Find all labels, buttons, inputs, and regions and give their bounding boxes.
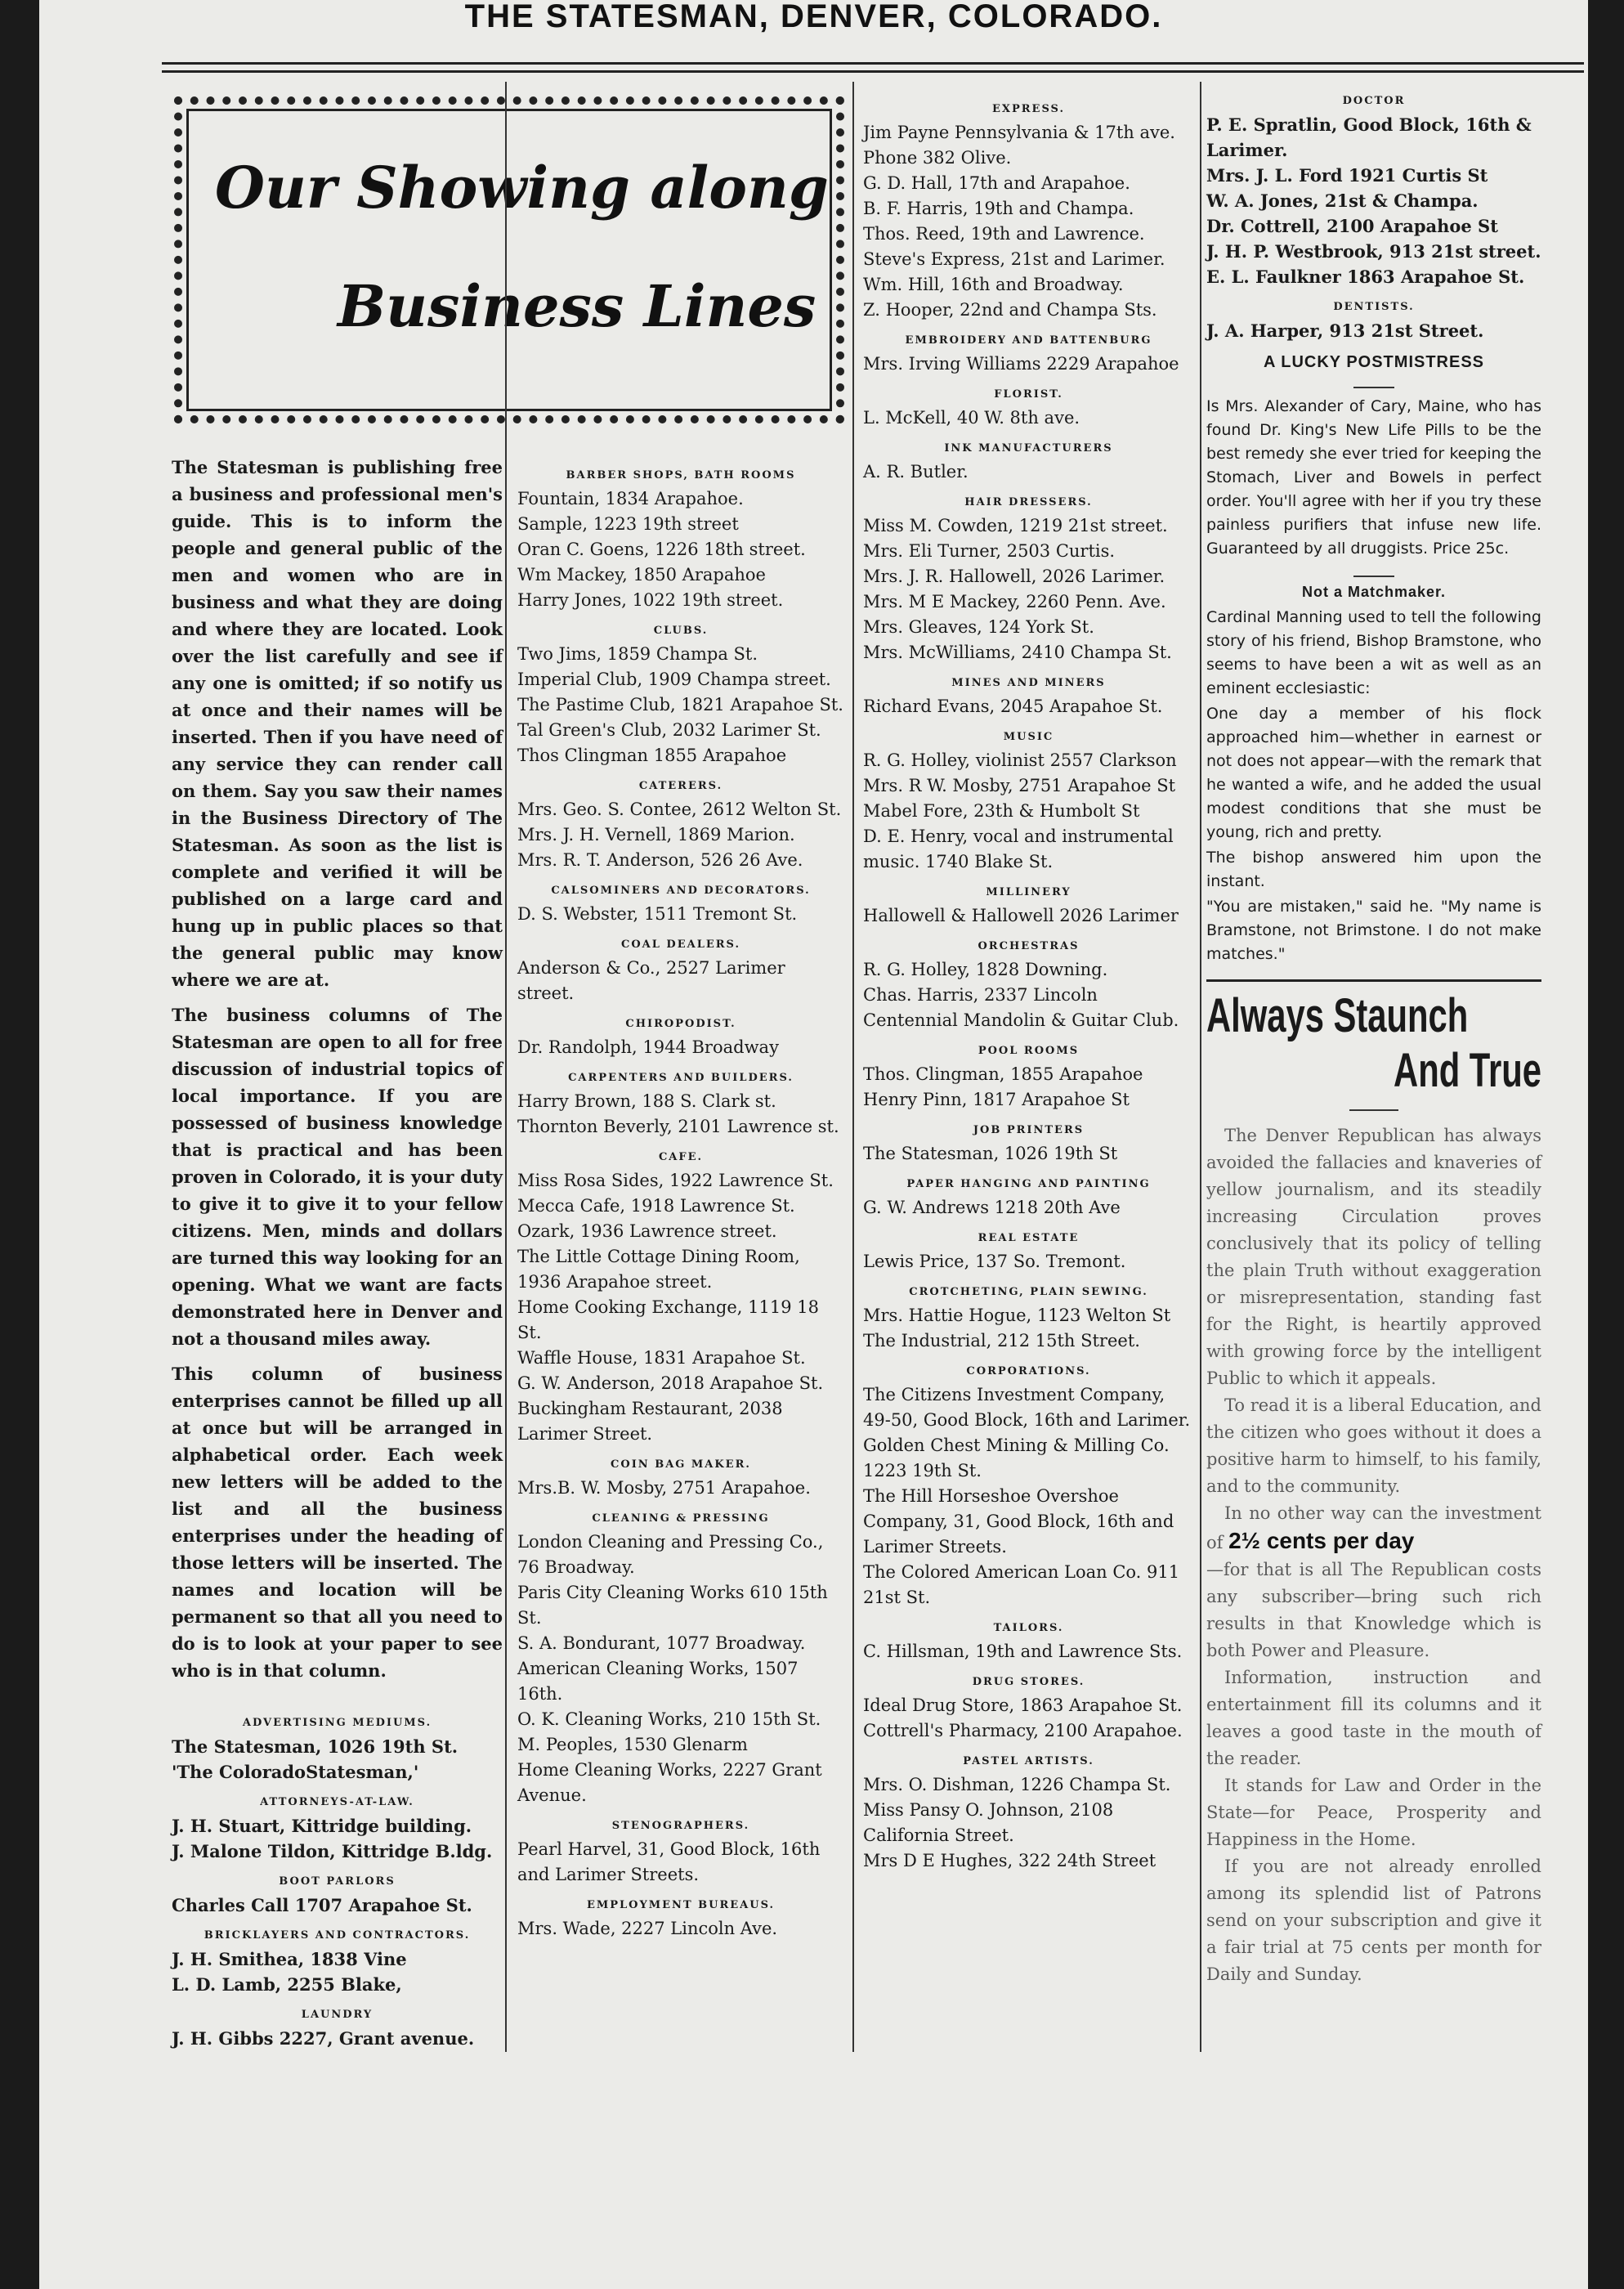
section-heading: CORPORATIONS.: [966, 1365, 1091, 1377]
match-paragraph: Cardinal Manning used to tell the following story of his friend, Bishop Bramstone, who seems to have been a wit as well as an eminent ecclesiastic:: [1206, 608, 1541, 697]
listing-entry: Thos. Clingman, 1855 Arapahoe: [863, 1064, 1143, 1084]
staunch-paragraph: It stands for Law and Order in the State—for Peace, Prosperity and Happiness in the Home.: [1206, 1776, 1541, 1849]
listing-entry: Z. Hooper, 22nd and Champa Sts.: [863, 300, 1157, 320]
listing-entry: J. H. Stuart, Kittridge building.: [172, 1816, 472, 1836]
listing-entry: Fountain, 1834 Arapahoe.: [517, 489, 744, 508]
listing-entry: S. A. Bondurant, 1077 Broadway.: [517, 1633, 806, 1653]
section-heading: BOOT PARLORS: [279, 1875, 396, 1888]
listing-entry: Dr. Cottrell, 2100 Arapahoe St: [1206, 216, 1498, 236]
listing-entry: Miss Pansy O. Johnson, 2108 California Street.: [863, 1800, 1114, 1845]
listing-entry: G. W. Andrews 1218 20th Ave: [863, 1198, 1121, 1217]
section-heading: STENOGRAPHERS.: [611, 1820, 750, 1832]
listing-entry: Mrs. R W. Mosby, 2751 Arapahoe St: [863, 776, 1176, 795]
listing-entry: Home Cleaning Works, 2227 Grant Avenue.: [517, 1760, 822, 1805]
staunch-title-1: Always Staunch: [1206, 989, 1469, 1042]
listing-entry: The Pastime Club, 1821 Arapahoe St.: [517, 695, 843, 714]
section-heading: REAL ESTATE: [978, 1232, 1080, 1244]
dentist-list: [1206, 318, 1541, 343]
listing-entry: Two Jims, 1859 Champa St.: [517, 644, 758, 664]
section-heading: FLORIST.: [994, 388, 1063, 401]
listing-entry: Oran C. Goens, 1226 18th street.: [517, 540, 806, 559]
section-heading: CLUBS.: [653, 625, 709, 637]
section-heading: CROTCHETING, PLAIN SEWING.: [909, 1286, 1148, 1298]
listing-entry: L. McKell, 40 W. 8th ave.: [863, 408, 1080, 428]
listing-entry: The Colored American Loan Co. 911 21st St.: [863, 1562, 1180, 1607]
section-heading: COAL DEALERS.: [621, 938, 740, 951]
listing-entry: Paris City Cleaning Works 610 15th St.: [517, 1583, 828, 1628]
intro-paragraph: The business columns of The Statesman are open to all for free discussion of industrial topics of local importance. If you are possessed of business knowledge that is practical and has been proven in Colorado, it is your duty to give it to give it to your fellow citizens. Men, minds and dollars are turned this way looking for an opening. What we want are facts demonstrated here in Denver and not a thousand miles away.: [172, 1005, 503, 1349]
listing-entry: Home Cooking Exchange, 1119 18 St.: [517, 1297, 819, 1342]
listing-entry: Miss M. Cowden, 1219 21st street.: [863, 516, 1168, 535]
listing-entry: A. R. Butler.: [863, 462, 969, 482]
section-heading: COIN BAG MAKER.: [611, 1458, 751, 1471]
staunch-paragraph: The Denver Republican has always avoided the fallacies and knaveries of yellow journalism, and its steadily increasing Circulation proves conclusively that its policy of telling the plain Truth without exaggeration or misrepresentation, standing fast for the Right, is heartily approved with growing force by the intelligent Public to which it appeals.: [1206, 1126, 1541, 1388]
listing-entry: Mrs. McWilliams, 2410 Champa St.: [863, 643, 1172, 662]
section-heading: MINES AND MINERS: [951, 677, 1106, 689]
listing-entry: Thornton Beverly, 2101 Lawrence st.: [517, 1117, 839, 1136]
directory-column-2: [517, 458, 844, 1942]
listing-entry: Mabel Fore, 23th & Humbolt St: [863, 801, 1140, 821]
listing-entry: Tal Green's Club, 2032 Larimer St.: [517, 720, 821, 740]
listing-entry: J. H. P. Westbrook, 913 21st street.: [1206, 241, 1541, 262]
column-divider: [852, 82, 854, 2052]
intro-paragraph: This column of business enterprises cannot be filled up all at once but will be arranged in alphabetical order. Each week new letters will be added to the list and all the business enterprises under the heading of those letters will be inserted. The names and location will be permanent so that all you need to do is to look at your paper to see who is in that column.: [172, 1364, 503, 1681]
listing-entry: J. H. Smithea, 1838 Vine: [172, 1949, 407, 1969]
listing-entry: Wm Mackey, 1850 Arapahoe: [517, 565, 766, 585]
masthead: THE STATESMAN, DENVER, COLORADO.: [464, 0, 1163, 34]
listing-entry: Wm. Hill, 16th and Broadway.: [863, 275, 1124, 294]
section-heading: JOB PRINTERS: [973, 1124, 1085, 1136]
listing-entry: Thos Clingman 1855 Arapahoe: [517, 746, 787, 765]
section-heading: MUSIC: [1003, 731, 1054, 743]
divider: [1206, 979, 1541, 982]
listing-entry: D. S. Webster, 1511 Tremont St.: [517, 904, 798, 924]
column-4: [1206, 92, 1541, 1988]
listing-entry: Mrs. J. H. Vernell, 1869 Marion.: [517, 825, 795, 844]
staunch-text: [1206, 1122, 1541, 1988]
listing-entry: M. Peoples, 1530 Glenarm: [517, 1735, 748, 1754]
listing-entry: Mrs. Irving Williams 2229 Arapahoe: [863, 354, 1179, 374]
divider: [1353, 387, 1394, 388]
listing-entry: Mrs. Hattie Hogue, 1123 Welton St: [863, 1306, 1171, 1325]
listing-entry: J. Malone Tildon, Kittridge B.ldg.: [172, 1841, 493, 1861]
listing-entry: Centennial Mandolin & Guitar Club.: [863, 1010, 1179, 1030]
listing-entry: Mrs. J. L. Ford 1921 Curtis St: [1206, 165, 1488, 186]
listing-entry: The Citizens Investment Company, 49-50, Good Block, 16th and Larimer.: [863, 1385, 1191, 1430]
section-heading: POOL ROOMS: [978, 1045, 1080, 1057]
listing-entry: Chas. Harris, 2337 Lincoln: [863, 985, 1098, 1005]
column-divider: [505, 82, 507, 2052]
section-heading: ORCHESTRAS: [978, 940, 1080, 952]
section-heading: TAILORS.: [993, 1622, 1064, 1634]
listing-entry: C. Hillsman, 19th and Lawrence Sts.: [863, 1642, 1183, 1661]
top-rule: [162, 62, 1584, 65]
listing-entry: L. D. Lamb, 2255 Blake,: [172, 1974, 402, 1995]
section-heading: EMPLOYMENT BUREAUS.: [586, 1899, 776, 1911]
listing-entry: London Cleaning and Pressing Co., 76 Broadway.: [517, 1532, 824, 1577]
listing-entry: Ideal Drug Store, 1863 Arapahoe St.: [863, 1695, 1183, 1715]
intro-paragraph: The Statesman is publishing free a business and professional men's guide. This is to inform the people and general public of the men and women who are in business and what they are doing and where they are located. Look over the list carefully and see if any one is omitted; if so notify us at once and their names will be inserted. Then if you have need of any service they can render call on them. Say you saw their names in the Business Directory of The Statesman. As soon as the list is complete and verified it will be published on a large card and hung up in public places so that the general public may know where we are at.: [172, 457, 503, 990]
listing-entry: G. D. Hall, 17th and Arapahoe.: [863, 173, 1130, 193]
section-heading: HAIR DRESSERS.: [964, 496, 1093, 508]
listing-entry: Mrs. R. T. Anderson, 526 26 Ave.: [517, 850, 803, 870]
listing-entry: Mrs. M E Mackey, 2260 Penn. Ave.: [863, 592, 1166, 611]
newspaper-page: [39, 0, 1588, 2289]
intro-column: [172, 454, 503, 2051]
listing-entry: The Statesman, 1026 19th St: [863, 1144, 1118, 1163]
listing-entry: D. E. Henry, vocal and instrumental music. 1740 Blake St.: [863, 826, 1174, 871]
listing-entry: Steve's Express, 21st and Larimer.: [863, 249, 1165, 269]
section-heading: BARBER SHOPS, BATH ROOMS: [566, 469, 796, 482]
match-story: [1206, 606, 1541, 966]
listing-entry: Ozark, 1936 Lawrence street.: [517, 1221, 777, 1241]
staunch-paragraph: Information, instruction and entertainment fill its columns and it leaves a good taste in the mouth of the reader.: [1206, 1668, 1541, 1768]
section-heading: MILLINERY: [986, 886, 1071, 898]
divider: [1349, 1109, 1398, 1111]
listing-entry: American Cleaning Works, 1507 16th.: [517, 1659, 799, 1704]
listing-entry: 'The ColoradoStatesman,': [172, 1762, 419, 1782]
banner-line2: Business Lines: [338, 272, 816, 340]
listing-entry: The Hill Horseshoe Overshoe Company, 31, Good Block, 16th and Larimer Streets.: [863, 1486, 1174, 1557]
match-paragraph: "You are mistaken," said he. "My name is Bramstone, not Brimstone. I do not make matches.": [1206, 898, 1541, 963]
directory-column-1: [172, 1717, 503, 2051]
listing-entry: O. K. Cleaning Works, 210 15th St.: [517, 1709, 821, 1729]
listing-entry: J. A. Harper, 913 21st Street.: [1206, 320, 1484, 341]
column-divider: [1200, 82, 1201, 2052]
match-paragraph: The bishop answered him upon the instant.: [1206, 849, 1541, 890]
listing-entry: Henry Pinn, 1817 Arapahoe St: [863, 1090, 1130, 1109]
section-heading: CARPENTERS AND BUILDERS.: [568, 1072, 794, 1084]
section-heading: CHIROPODIST.: [625, 1018, 736, 1030]
section-heading: CLEANING & PRESSING: [592, 1512, 770, 1525]
section-heading: ADVERTISING MEDIUMS.: [242, 1717, 432, 1729]
listing-entry: Mrs D E Hughes, 322 24th Street: [863, 1851, 1156, 1870]
listing-entry: Richard Evans, 2045 Arapahoe St.: [863, 697, 1163, 716]
listing-entry: Golden Chest Mining & Milling Co. 1223 19th St.: [863, 1436, 1170, 1480]
listing-entry: Imperial Club, 1909 Champa street.: [517, 670, 831, 689]
section-heading: CAFE.: [658, 1151, 704, 1163]
section-heading: BRICKLAYERS AND CONTRACTORS.: [204, 1929, 471, 1942]
staunch-paragraph: [1206, 1500, 1541, 1557]
listing-entry: The Statesman, 1026 19th St.: [172, 1736, 459, 1757]
listing-entry: Thos. Reed, 19th and Lawrence.: [863, 224, 1145, 244]
section-heading: INK MANUFACTURERS: [944, 442, 1113, 455]
listing-entry: Jim Payne Pennsylvania & 17th ave. Phone 382 Olive.: [863, 123, 1175, 168]
listing-entry: Anderson & Co., 2527 Larimer street.: [517, 958, 785, 1003]
staunch-investment-text: In no other way can the investment of: [1206, 1503, 1541, 1552]
listing-entry: J. H. Gibbs 2227, Grant avenue.: [172, 2028, 475, 2049]
match-title: Not a Matchmaker.: [1301, 584, 1447, 600]
listing-entry: W. A. Jones, 21st & Champa.: [1206, 190, 1479, 211]
section-heading: DOCTOR: [1342, 95, 1406, 107]
section-heading: DRUG STORES.: [972, 1676, 1085, 1688]
listing-entry: Mrs.B. W. Mosby, 2751 Arapahoe.: [517, 1478, 811, 1498]
staunch-paragraph: To read it is a liberal Education, and the citizen who goes without it does a positive harm to himself, to his family, and to the community.: [1206, 1395, 1541, 1496]
banner-box: [174, 96, 844, 423]
section-heading: ATTORNEYS-AT-LAW.: [260, 1796, 414, 1808]
listing-entry: Mecca Cafe, 1918 Lawrence St.: [517, 1196, 795, 1216]
listing-entry: Hallowell & Hallowell 2026 Larimer: [863, 906, 1179, 925]
listing-entry: Mrs. Wade, 2227 Lincoln Ave.: [517, 1919, 778, 1938]
section-heading: LAUNDRY: [301, 2009, 374, 2021]
cents-per-day: 2½ cents per day: [1228, 1528, 1415, 1553]
listing-entry: Mrs. Eli Turner, 2503 Curtis.: [863, 541, 1116, 561]
lucky-title: A LUCKY POSTMISTRESS: [1263, 353, 1485, 371]
listing-entry: Harry Jones, 1022 19th street.: [517, 590, 784, 610]
listing-entry: Lewis Price, 137 So. Tremont.: [863, 1252, 1126, 1271]
listing-entry: B. F. Harris, 19th and Champa.: [863, 199, 1134, 218]
listing-entry: Mrs. Geo. S. Contee, 2612 Welton St.: [517, 800, 842, 819]
match-paragraph: One day a member of his flock approached him—whether in earnest or not does not appear—with the remark that he wanted a wife, and he added the usual modest conditions that she must be young, rich and pretty.: [1206, 705, 1541, 841]
listing-entry: The Industrial, 212 15th Street.: [863, 1331, 1140, 1351]
directory-column-3: [863, 92, 1194, 1874]
listing-entry: Mrs. J. R. Hallowell, 2026 Larimer.: [863, 567, 1165, 586]
listing-entry: G. W. Anderson, 2018 Arapahoe St.: [517, 1373, 824, 1393]
listing-entry: Mrs. Gleaves, 124 York St.: [863, 617, 1094, 637]
divider: [1353, 576, 1394, 577]
listing-entry: E. L. Faulkner 1863 Arapahoe St.: [1206, 267, 1525, 287]
listing-entry: Pearl Harvel, 31, Good Block, 16th and Larimer Streets.: [517, 1839, 821, 1884]
staunch-title-2: And True: [1394, 1044, 1541, 1097]
listing-entry: Mrs. O. Dishman, 1226 Champa St.: [863, 1775, 1171, 1794]
top-rule-2: [162, 70, 1584, 73]
doctor-list: [1206, 112, 1541, 289]
section-heading: EXPRESS.: [991, 103, 1066, 115]
listing-entry: Cottrell's Pharmacy, 2100 Arapahoe.: [863, 1721, 1183, 1740]
section-heading: EMBROIDERY AND BATTENBURG: [905, 334, 1152, 347]
staunch-paragraph: If you are not already enrolled among its splendid list of Patrons send on your subscription and give it a fair trial at 75 cents per month for Daily and Sunday.: [1206, 1857, 1541, 1984]
section-heading: CATERERS.: [638, 780, 723, 792]
listing-entry: Charles Call 1707 Arapahoe St.: [172, 1895, 472, 1915]
listing-entry: R. G. Holley, 1828 Downing.: [863, 960, 1108, 979]
section-heading: CALSOMINERS AND DECORATORS.: [551, 885, 811, 897]
listing-entry: Harry Brown, 188 S. Clark st.: [517, 1091, 776, 1111]
listing-entry: Buckingham Restaurant, 2038 Larimer Street.: [517, 1399, 783, 1444]
banner-line1: Our Showing along: [215, 154, 829, 222]
section-heading: PASTEL ARTISTS.: [963, 1755, 1094, 1767]
listing-entry: Dr. Randolph, 1944 Broadway: [517, 1037, 779, 1057]
section-heading: PAPER HANGING AND PAINTING: [906, 1178, 1151, 1190]
listing-entry: P. E. Spratlin, Good Block, 16th & Larimer.: [1206, 114, 1532, 160]
section-heading: DENTISTS.: [1333, 301, 1415, 313]
listing-entry: R. G. Holley, violinist 2557 Clarkson: [863, 750, 1177, 770]
listing-entry: Waffle House, 1831 Arapahoe St.: [517, 1348, 806, 1368]
listing-entry: The Little Cottage Dining Room, 1936 Arapahoe street.: [517, 1247, 800, 1292]
lucky-text: Is Mrs. Alexander of Cary, Maine, who has found Dr. King's New Life Pills to be the best remedy she ever tried for keeping the Stomach, Liver and Bowels in perfect order. You'll agree with her if you try these painless purifiers that infuse new life. Guaranteed by all druggists. Price 25c.: [1206, 397, 1541, 558]
listing-entry: Sample, 1223 19th street: [517, 514, 739, 534]
staunch-paragraph: —for that is all The Republican costs any subscriber—bring such rich results in that Knowledge which is both Power and Pleasure.: [1206, 1560, 1541, 1660]
listing-entry: Miss Rosa Sides, 1922 Lawrence St.: [517, 1171, 834, 1190]
